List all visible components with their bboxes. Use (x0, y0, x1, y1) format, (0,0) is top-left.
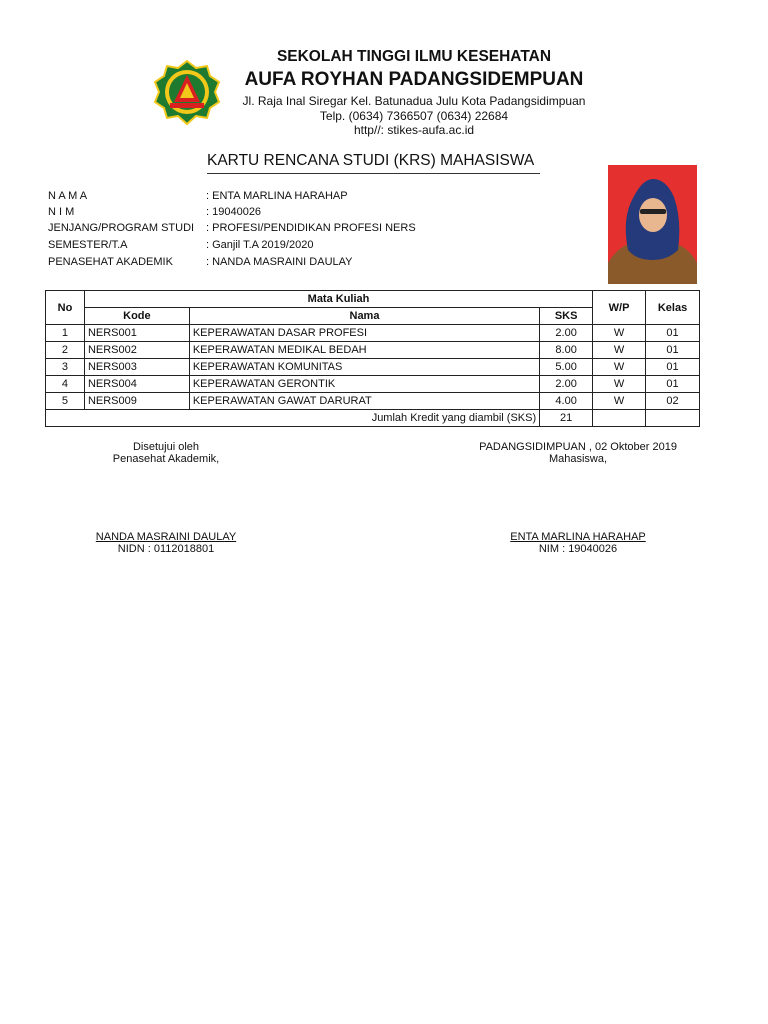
cell-sks: 4.00 (540, 393, 593, 410)
table-header-row (46, 291, 700, 308)
header-wp: W/P (593, 291, 646, 325)
cell-nama: KEPERAWATAN GAWAT DARURAT (189, 393, 539, 410)
info-value: : PROFESI/PENDIDIKAN PROFESI NERS (206, 222, 416, 234)
header-sks: SKS (540, 308, 593, 325)
student-photo (608, 165, 697, 284)
cell-kode: NERS004 (84, 376, 189, 393)
info-value: : NANDA MASRAINI DAULAY (206, 256, 353, 268)
cell-kode: NERS001 (84, 325, 189, 342)
advisor-nidn: NIDN : 0112018801 (117, 543, 215, 555)
table-row (46, 393, 700, 410)
info-label: N A M A (48, 190, 88, 202)
cell-nama: KEPERAWATAN GERONTIK (189, 376, 539, 393)
cell-kelas: 02 (646, 393, 700, 410)
empty-cell (646, 410, 700, 427)
student-date-block (458, 441, 698, 465)
institution-address: Jl. Raja Inal Siregar Kel. Batunadua Julu Kota Padangsidimpuan (242, 94, 586, 108)
cell-no: 2 (46, 342, 85, 359)
institution-website: http//: stikes-aufa.ac.id (353, 123, 475, 137)
info-label: SEMESTER/T.A (48, 239, 128, 251)
table-total-row (46, 410, 700, 427)
info-label: JENJANG/PROGRAM STUDI (48, 222, 195, 234)
cell-wp: W (593, 393, 646, 410)
total-label: Jumlah Kredit yang diambil (SKS) (46, 410, 540, 427)
document-title: KARTU RENCANA STUDI (KRS) MAHASISWA (207, 152, 540, 174)
institution-name: AUFA ROYHAN PADANGSIDEMPUAN (244, 69, 584, 90)
student-signature-block (478, 531, 678, 555)
empty-cell (593, 410, 646, 427)
header-no: No (46, 291, 85, 325)
cell-sks: 2.00 (540, 325, 593, 342)
cell-kode: NERS002 (84, 342, 189, 359)
cell-kelas: 01 (646, 359, 700, 376)
student-nim: NIM : 19040026 (538, 543, 618, 555)
place-date: PADANGSIDIMPUAN , 02 Oktober 2019 (479, 441, 677, 453)
advisor-name: NANDA MASRAINI DAULAY (95, 531, 237, 543)
cell-no: 3 (46, 359, 85, 376)
institution-type: SEKOLAH TINGGI ILMU KESEHATAN (276, 48, 552, 65)
advisor-approval-block (66, 441, 266, 465)
cell-sks: 5.00 (540, 359, 593, 376)
approval-role: Penasehat Akademik, (112, 453, 220, 465)
info-value: : Ganjil T.A 2019/2020 (206, 239, 314, 251)
cell-kelas: 01 (646, 325, 700, 342)
info-value: : ENTA MARLINA HARAHAP (206, 190, 348, 202)
cell-kode: NERS003 (84, 359, 189, 376)
header-kode: Kode (84, 308, 189, 325)
cell-wp: W (593, 342, 646, 359)
cell-nama: KEPERAWATAN KOMUNITAS (189, 359, 539, 376)
cell-wp: W (593, 325, 646, 342)
cell-kode: NERS009 (84, 393, 189, 410)
cell-nama: KEPERAWATAN DASAR PROFESI (189, 325, 539, 342)
advisor-signature-block (66, 531, 266, 555)
cell-no: 4 (46, 376, 85, 393)
approval-text: Disetujui oleh (132, 441, 200, 453)
header-kelas: Kelas (646, 291, 700, 325)
course-table (45, 290, 700, 427)
institution-logo (152, 60, 222, 126)
cell-nama: KEPERAWATAN MEDIKAL BEDAH (189, 342, 539, 359)
student-role: Mahasiswa, (548, 453, 608, 465)
total-value: 21 (540, 410, 593, 427)
cell-wp: W (593, 359, 646, 376)
student-name: ENTA MARLINA HARAHAP (510, 531, 646, 543)
cell-kelas: 01 (646, 376, 700, 393)
cell-no: 1 (46, 325, 85, 342)
table-row (46, 325, 700, 342)
header-mata-kuliah: Mata Kuliah (84, 291, 592, 308)
info-value: : 19040026 (206, 206, 262, 218)
institution-phone: Telp. (0634) 7366507 (0634) 22684 (319, 109, 509, 123)
cell-no: 5 (46, 393, 85, 410)
cell-kelas: 01 (646, 342, 700, 359)
cell-wp: W (593, 376, 646, 393)
info-label: N I M (48, 206, 75, 218)
table-row (46, 342, 700, 359)
table-row (46, 376, 700, 393)
header-nama: Nama (189, 308, 539, 325)
table-row (46, 359, 700, 376)
cell-sks: 2.00 (540, 376, 593, 393)
info-label: PENASEHAT AKADEMIK (48, 256, 173, 268)
cell-sks: 8.00 (540, 342, 593, 359)
